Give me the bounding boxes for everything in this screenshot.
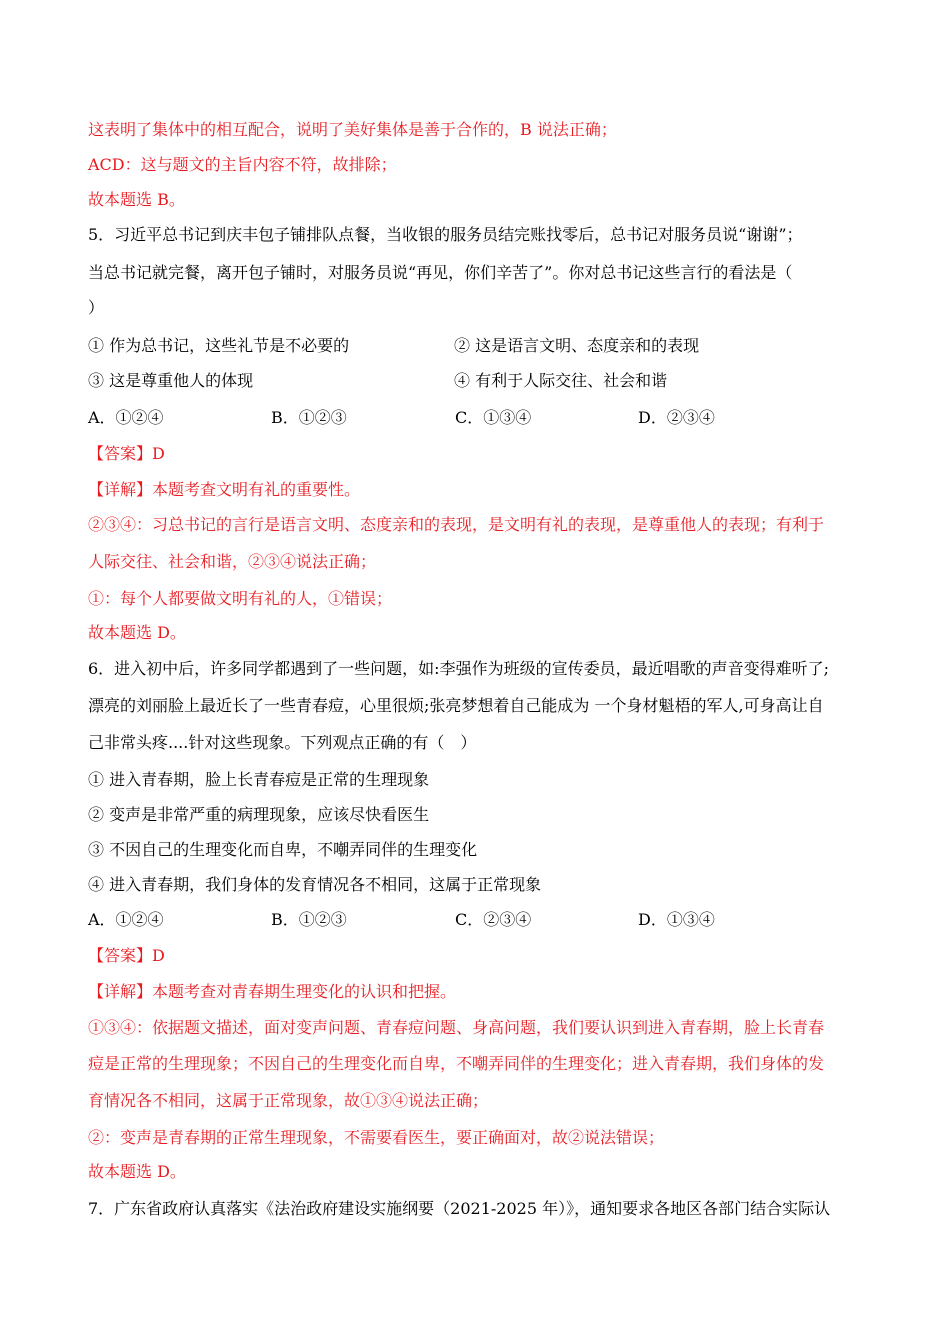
q6-statement: ① 进入青春期，脸上长青春痘是正常的生理现象: [88, 770, 430, 789]
q5-conclusion: 故本题选 D。: [88, 623, 186, 642]
q6-explanation-line: 育情况各不相同，这属于正常现象，故①③④说法正确；: [88, 1091, 489, 1110]
q6-choice-c: C．②③④: [455, 910, 532, 929]
q6-stem-line: 漂亮的刘丽脸上最近长了一些青春痘，心里很烦;张亮梦想着自己能成为 一个身材魁梧的军人,可身高让自: [88, 696, 824, 715]
q6-choice-b: B．①②③: [271, 910, 347, 929]
q5-statement: ③ 这是尊重他人的体现: [88, 371, 254, 390]
q5-explanation-line: ②③④：习总书记的言行是语言文明、态度亲和的表现，是文明有礼的表现，是尊重他人的表现；有利于: [88, 515, 825, 534]
q4-explanation-line: ACD：这与题文的主旨内容不符，故排除；: [88, 155, 397, 174]
q6-statement: ③ 不因自己的生理变化而自卑，不嘲弄同伴的生理变化: [88, 840, 478, 859]
q6-explanation-line: ②：变声是青春期的正常生理现象，不需要看医生，要正确面对，故②说法错误；: [88, 1128, 665, 1147]
q6-explanation-line: ①③④：依据题文描述，面对变声问题、青春痘问题、身高问题，我们要认识到进入青春期，脸上长青春: [88, 1018, 825, 1037]
q6-statement: ② 变声是非常严重的病理现象，应该尽快看医生: [88, 805, 430, 824]
q4-explanation-line: 这表明了集体中的相互配合，说明了美好集体是善于合作的，B 说法正确；: [88, 120, 617, 139]
q7-stem-line: 7．广东省政府认真落实《法治政府建设实施纲要（2021-2025 年）》，通知要求各地区各部门结合实际认: [88, 1199, 831, 1218]
q4-conclusion: 故本题选 B。: [88, 190, 185, 209]
q6-statement: ④ 进入青春期，我们身体的发育情况各不相同，这属于正常现象: [88, 875, 542, 894]
q5-choice-b: B．①②③: [271, 408, 347, 427]
q6-detail: 【详解】本题考查对青春期生理变化的认识和把握。: [88, 982, 457, 1001]
q5-detail: 【详解】本题考查文明有礼的重要性。: [88, 480, 361, 499]
q5-stem-line: ）: [88, 298, 105, 317]
q6-choice-a: A．①②④: [88, 910, 164, 929]
q5-choice-a: A．①②④: [88, 408, 164, 427]
q6-answer: 【答案】D: [88, 946, 165, 965]
q6-choice-d: D．①③④: [638, 910, 715, 929]
q5-choice-d: D．②③④: [638, 408, 715, 427]
q5-statement: ② 这是语言文明、态度亲和的表现: [454, 336, 700, 355]
q6-conclusion: 故本题选 D。: [88, 1162, 186, 1181]
q6-explanation-line: 痘是正常的生理现象；不因自己的生理变化而自卑，不嘲弄同伴的生理变化；进入青春期，我们身体的发: [88, 1054, 825, 1073]
q5-explanation-line: ①：每个人都要做文明有礼的人，①错误；: [88, 589, 393, 608]
q6-stem-line: 6．进入初中后，许多同学都遇到了一些问题，如:李强作为班级的宣传委员，最近唱歌的声音变得难听了;: [88, 659, 829, 678]
q5-answer: 【答案】D: [88, 444, 165, 463]
q5-statement: ④ 有利于人际交往、社会和谐: [454, 371, 668, 390]
q5-stem-line: 5．习近平总书记到庆丰包子铺排队点餐，当收银的服务员结完账找零后，总书记对服务员说“谢谢”；: [88, 225, 803, 244]
q5-explanation-line: 人际交往、社会和谐，②③④说法正确；: [88, 552, 377, 571]
q5-statement: ① 作为总书记，这些礼节是不必要的: [88, 336, 350, 355]
q5-stem-line: 当总书记就完餐，离开包子铺时，对服务员说“再见，你们辛苦了”。你对总书记这些言行的看法是（: [88, 263, 793, 282]
q6-stem-line: 己非常头疼....针对这些现象。下列观点正确的有（ ）: [88, 733, 477, 752]
q5-choice-c: C．①③④: [455, 408, 532, 427]
